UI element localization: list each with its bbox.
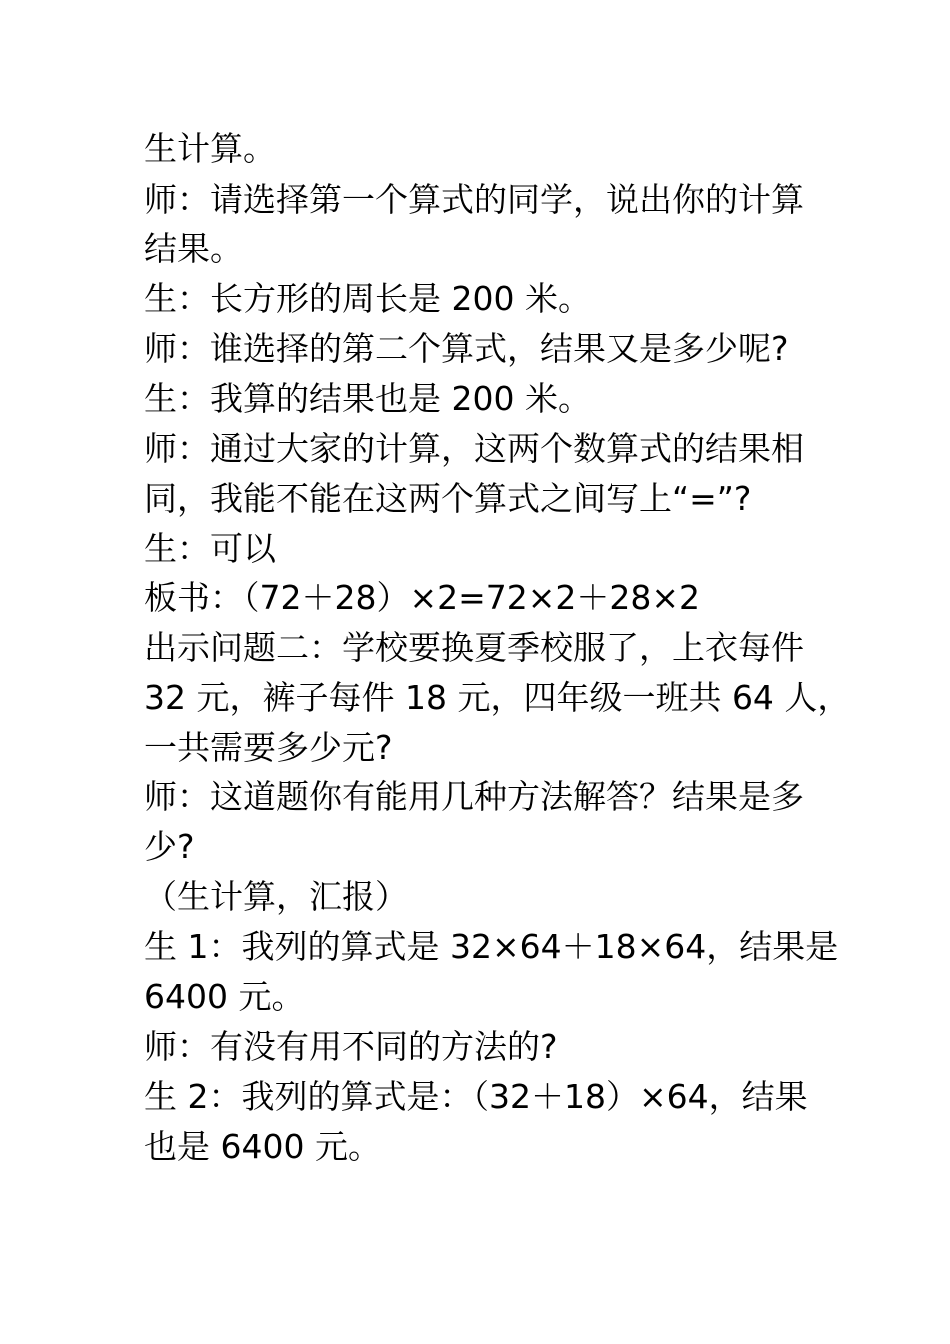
text-line: 生：我算的结果也是 200 米。 bbox=[144, 379, 591, 418]
text-line: 一共需要多少元? bbox=[144, 728, 393, 767]
text-line: 师：请选择第一个算式的同学，说出你的计算 bbox=[144, 180, 804, 219]
text-line: 结果。 bbox=[144, 229, 243, 268]
text-line: 6400 元。 bbox=[144, 977, 305, 1016]
text-line: 也是 6400 元。 bbox=[144, 1127, 381, 1166]
text-line: 师：有没有用不同的方法的? bbox=[144, 1027, 558, 1066]
text-line: 少? bbox=[144, 827, 195, 866]
text-line: 生计算。 bbox=[144, 129, 276, 168]
text-line: 生：长方形的周长是 200 米。 bbox=[144, 279, 591, 318]
text-line: 32 元，裤子每件 18 元，四年级一班共 64 人， bbox=[144, 678, 851, 717]
text-line: 同，我能不能在这两个算式之间写上“=”? bbox=[144, 479, 752, 518]
text-line: 师：这道题你有能用几种方法解答？结果是多 bbox=[144, 777, 804, 816]
text-line: 师：谁选择的第二个算式，结果又是多少呢? bbox=[144, 329, 789, 368]
text-line: 出示问题二：学校要换夏季校服了，上衣每件 bbox=[144, 628, 804, 667]
text-line: 师：通过大家的计算，这两个数算式的结果相 bbox=[144, 429, 804, 468]
text-line: 板书：（72＋28）×2=72×2＋28×2 bbox=[144, 578, 701, 617]
text-line: （生计算，汇报） bbox=[144, 877, 408, 916]
text-line: 生 1：我列的算式是 32×64＋18×64，结果是 bbox=[144, 927, 839, 966]
text-line: 生 2：我列的算式是：（32＋18）×64，结果 bbox=[144, 1077, 808, 1116]
text-line: 生：可以 bbox=[144, 529, 276, 568]
